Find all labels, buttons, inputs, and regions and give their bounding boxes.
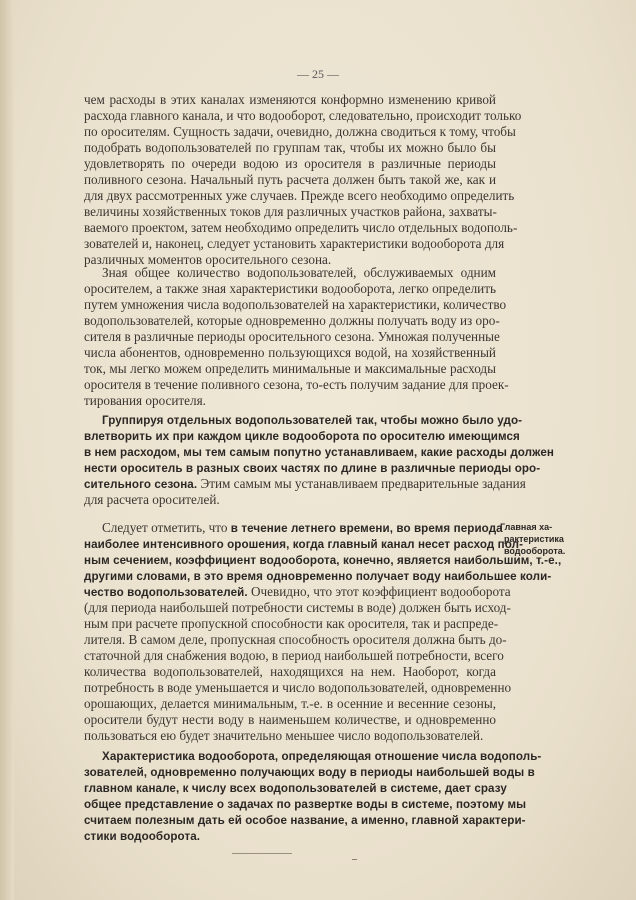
text-line [84,345,496,361]
page-fold-shadow [0,0,14,900]
text-segment: Этим самым мы устанавливаем предварительные задания [197,476,526,491]
bold-text-segment: считаем полезным дать ей особое название, а именно, главной характери- [84,814,526,827]
text-line [84,361,496,377]
bold-text-segment: Группируя отдельных водопользователей так, чтобы можно было удо- [102,414,523,427]
text-line [84,204,496,220]
text-line [84,476,526,492]
text-line [84,393,496,409]
text-line [84,460,541,476]
text-line [84,140,496,156]
text-line [84,568,552,584]
page-number: — 25 — [297,67,339,81]
text-segment: Зная общее количество водопользователей, обслуживаемых одним [102,265,496,280]
text-segment: сителя в различные периоды оросительного сезона. Умножая полученные [84,329,500,344]
text-segment: оросители будут нести воду в наименьшем количестве, и одновременно [84,712,496,727]
text-line [84,265,496,281]
text-line [84,648,504,664]
text-segment: числа абонентов, одновременно пользующихся водой, на хозяйственный [84,345,496,360]
paragraph-1 [84,92,522,268]
text-segment: ваемого проектом, затем необходимо определить число отдельных водополь- [84,220,518,235]
text-line [84,764,535,780]
margin-note-line: водооборота. [504,546,566,556]
text-line [84,600,511,616]
text-line [84,616,499,632]
bold-text-segment: в течение летнего времени, во время периода [230,522,503,535]
text-line [84,236,505,252]
text-segment: расхода главного канала, и что водооборот, следовательно, происходит только [84,108,522,123]
text-segment: зователей и, наконец, следует установить характеристики водооборота для [84,236,505,251]
text-line [84,796,527,812]
text-segment: оросителем, а также зная характеристики водооборота, легко определить [84,281,496,296]
bold-text-segment: зователей, одновременно получающих воду в периоды наибольшей воды в [84,766,535,779]
paragraph-3 [84,412,554,508]
text-segment: ток, мы легко можем определить минимальные и максимальные расходы [84,361,496,376]
text-line [84,412,523,428]
text-line [84,124,516,140]
text-line [84,444,554,460]
text-line [84,828,496,844]
text-segment: (для периода наибольшей потребности системы в воде) должен быть исход- [84,600,511,615]
text-segment: количества водопользователей, находящихся на нем. Наоборот, когда [84,664,496,679]
text-line [84,780,507,796]
text-segment: подобрать водопользователей по группам так, чтобы их можно было бы [84,140,496,155]
text-line [84,492,496,508]
text-line [84,281,496,297]
text-line [84,428,520,444]
text-segment: по оросителям. Сущность задачи, очевидно, должна сводиться к тому, чтобы [84,124,516,139]
text-line [84,712,496,728]
text-segment: величины хозяйственных токов для различных участков района, захваты- [84,204,497,219]
text-line [84,696,496,712]
text-line [84,329,500,345]
text-line [84,584,511,600]
text-line [84,748,542,764]
bold-text-segment: другими словами, в это время одновременно получает воду наибольшее коли- [84,570,552,583]
bold-text-segment: сительного сезона. [84,478,198,491]
text-line [84,188,515,204]
text-line [84,536,524,552]
text-line [84,156,496,172]
text-line [84,664,496,680]
text-line [84,812,526,828]
text-segment: чем расходы в этих каналах изменяются конформно изменению кривой [84,92,496,107]
text-line [84,520,503,536]
text-line [84,297,507,313]
text-line [84,172,496,188]
text-line [84,313,500,329]
text-segment: статочной для снабжения водою, в период наибольшей потребности, всего [84,648,504,663]
margin-note-line: рактеристика [504,534,564,544]
text-segment: поливного сезона. Начальный путь расчета должен быть такой же, как и [84,172,496,187]
text-segment: путем умножения числа водопользователей на характеристики, количество [84,297,507,312]
paragraph-2 [84,265,509,409]
text-segment: Очевидно, что этот коэффициент водооборота [247,584,511,599]
text-segment: для двух рассмотренных уже случаев. Прежде всего необходимо определить [84,188,515,203]
divider-dash [352,859,357,860]
text-segment: для расчета оросителей. [84,492,220,507]
bold-text-segment: общее представление о задачах по развертке воды в системе, поэтому мы [84,798,527,811]
bold-text-segment: в нем расходом, мы тем самым попутно устанавливаем, какие расходы должен [84,446,554,459]
text-segment: пользоваться ею будет значительно меньшее число водопользователей. [84,728,484,743]
bold-text-segment: чество водопользователей. [84,586,248,599]
text-line [84,220,518,236]
bold-text-segment: ным сечением, коэффициент водооборота, конечно, является наибольшим, т.-е., [84,554,562,567]
bold-text-segment: наиболее интенсивного орошения, когда главный канал несет расход пол- [84,538,524,551]
text-line [84,377,509,393]
text-segment: ным при расчете пропускной способности как оросителя, так и распреде- [84,616,499,631]
section-divider [232,853,292,854]
margin-note [500,521,634,557]
text-segment: тирования оросителя. [84,393,206,408]
text-segment: потребность в воде уменьшается и число водопользователей, одновременно [84,680,512,695]
text-line [84,680,512,696]
bold-text-segment: Характеристика водооборота, определяющая отношение числа водополь- [102,750,542,763]
bold-text-segment: влетворить их при каждом цикле водооборота по оросителю имеющимся [84,430,520,443]
text-segment: лителя. В самом деле, пропускная способность оросителя должна быть до- [84,632,507,647]
text-segment: оросителя в течение поливного сезона, то-есть получим задание для проек- [84,377,509,392]
text-segment: орошающих, делается минимальным, т.-е. в осенние и весенние сезоны, [84,696,496,711]
text-line [84,552,562,568]
text-line [84,92,496,108]
paragraph-5 [84,748,542,844]
text-segment: водопользователей, которые одновременно должны получать воду из оро- [84,313,500,328]
text-segment: различных моментов оросительного сезона. [84,252,332,267]
text-line [84,728,496,744]
bold-text-segment: нести ороситель в разных своих частях по длине в различные периоды оро- [84,462,541,475]
text-segment: удовлетворять по очереди водою из оросителя в различные периоды [84,156,496,171]
bold-text-segment: главном канале, к числу всех водопользователей в системе, дает сразу [84,782,507,795]
text-line [84,632,507,648]
bold-text-segment: стики водооборота. [84,830,201,843]
text-line [84,108,522,124]
margin-note-line: Главная ха- [500,522,553,532]
text-segment: Следует отметить, что [102,520,231,535]
